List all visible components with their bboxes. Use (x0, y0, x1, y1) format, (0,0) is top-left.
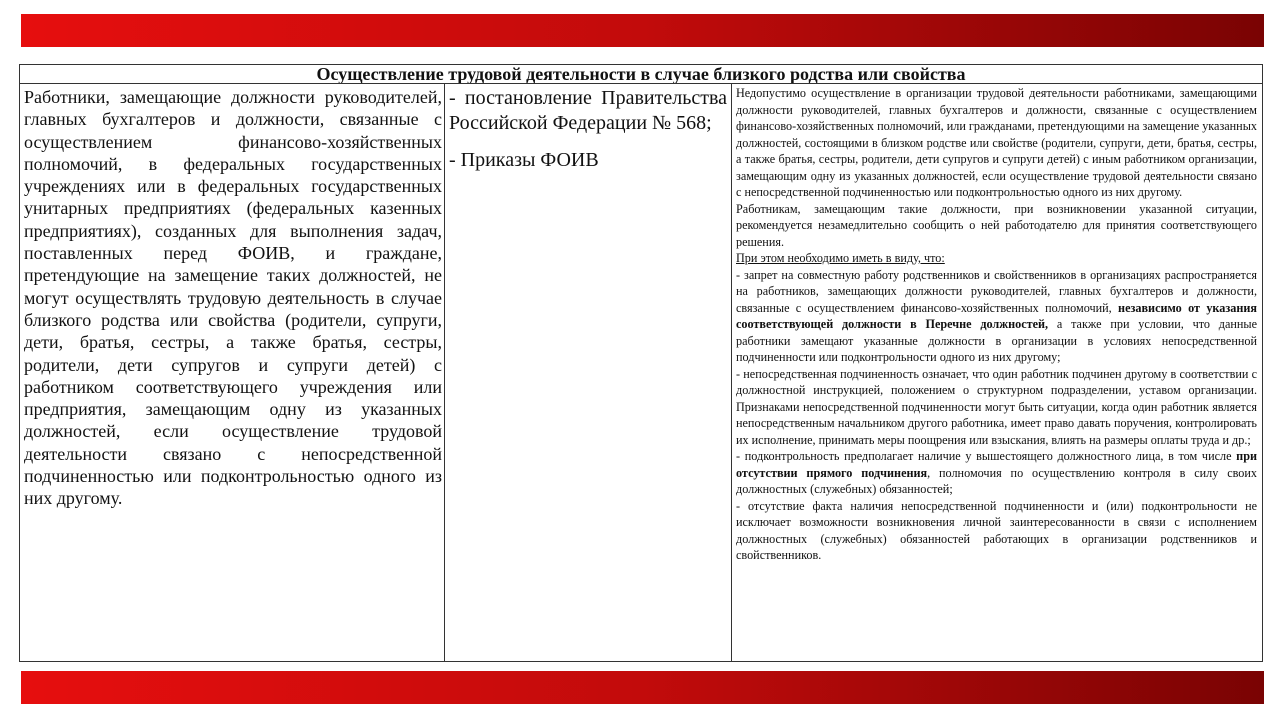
top-decor-bar (21, 14, 1264, 47)
explanation-paragraph: - непосредственная подчиненность означает, что один работник подчинен другому в соответствии с должностной инструкцией, положением о структурном подразделении, уставом организации. Признаками непосредственной подчиненности могут быть ситуации, когда один работник является непосредственным начальником другого работника, имеет право давать поручения, контролировать их исполнение, принимать меры поощрения или взыскания, влиять на размеры оплаты труда и др.; (736, 366, 1257, 447)
normative-act-item: - постановление Правительства Российской Федерации № 568; (449, 87, 727, 134)
doc-table (19, 64, 1263, 662)
text-fragment: - запрет на совместную работу родственников и свойственников в организациях распространяется на работников, замещающих должности руководителей, главных бухгалтеров и должности, связанные с осуществлением финансово-хозяйственных полномочий, (736, 267, 1257, 315)
column-employees (20, 84, 445, 661)
explanation-paragraph: Недопустимо осуществление в организации трудовой деятельности работниками, замещающими должности руководителей, главных бухгалтеров и должности, связанные с осуществлением финансово-хозяйственных полномочий, или гражданами, претендующими на замещение указанных должностей, состоящими в близком родстве или свойстве (родители, супруги, дети, братья, сестры, а также братья, сестры, родители, дети супругов и супруги детей) с иным работником организации, замещающим одну из указанных должностей, если осуществление трудовой деятельности связано с непосредственной подчиненностью или подконтрольностью одного из них другому. (736, 86, 1257, 199)
explanation-paragraph: - отсутствие факта наличия непосредственной подчиненности и (или) подконтрольности не исключает возможности возникновения личной заинтересованности в связи с исполнением должностных (служебных) обязанностей работающих в организации родственников и свойственников. (736, 498, 1257, 562)
table-title: Осуществление трудовой деятельности в случае близкого родства или свойства (20, 65, 1262, 84)
bottom-decor-bar (21, 671, 1264, 704)
bold-fragment: при отсутствии прямого подчинения (736, 449, 1257, 480)
column-explanation (732, 84, 1262, 661)
bold-fragment: независимо от указания соответствующей должности в Перечне должностей, (736, 300, 1257, 331)
explanation-paragraph (736, 267, 1257, 366)
explanation-paragraph (736, 448, 1257, 498)
text-fragment: - подконтрольность предполагает наличие у вышестоящего должностного лица, в том числе (736, 449, 1237, 463)
normative-act-item: - Приказы ФОИВ (449, 149, 599, 171)
explanation-note-heading: При этом необходимо иметь в виду, что: (736, 251, 945, 265)
explanation-paragraph: Работникам, замещающим такие должности, при возникновении указанной ситуации, рекомендуется незамедлительно сообщить о ней работодателю для принятия соответствующего решения. (736, 201, 1257, 249)
text-fragment: , полномочия по осуществлению контроля в силу своих должностных (служебных) обязанностей; (736, 465, 1257, 496)
column-normative-acts (445, 84, 732, 661)
employees-text: Работники, замещающие должности руководителей, главных бухгалтеров и должности, связанные с осуществлением финансово-хозяйственных полномочий, в федеральных государственных учреждениях или в федеральных государственных унитарных предприятиях (федеральных казенных предприятиях), созданных для выполнения задач, поставленных перед ФОИВ, и граждане, претендующие на замещение таких должностей, не могут осуществлять трудовую деятельность в случае близкого родства или свойства (родители, супруги, дети, братья, сестры, а также братья, сестры, родители, дети супругов и супруги детей) с работником соответствующего учреждения или предприятия, замещающим одну из указанных должностей, если осуществление трудовой деятельности связано с непосредственной подчиненностью или подконтрольностью одного из них другому. (24, 87, 442, 509)
text-fragment: а также при условии, что данные работники замещают указанные должности в организации в условиях непосредственной подчиненности или подконтрольности одного из них другому; (736, 317, 1257, 364)
